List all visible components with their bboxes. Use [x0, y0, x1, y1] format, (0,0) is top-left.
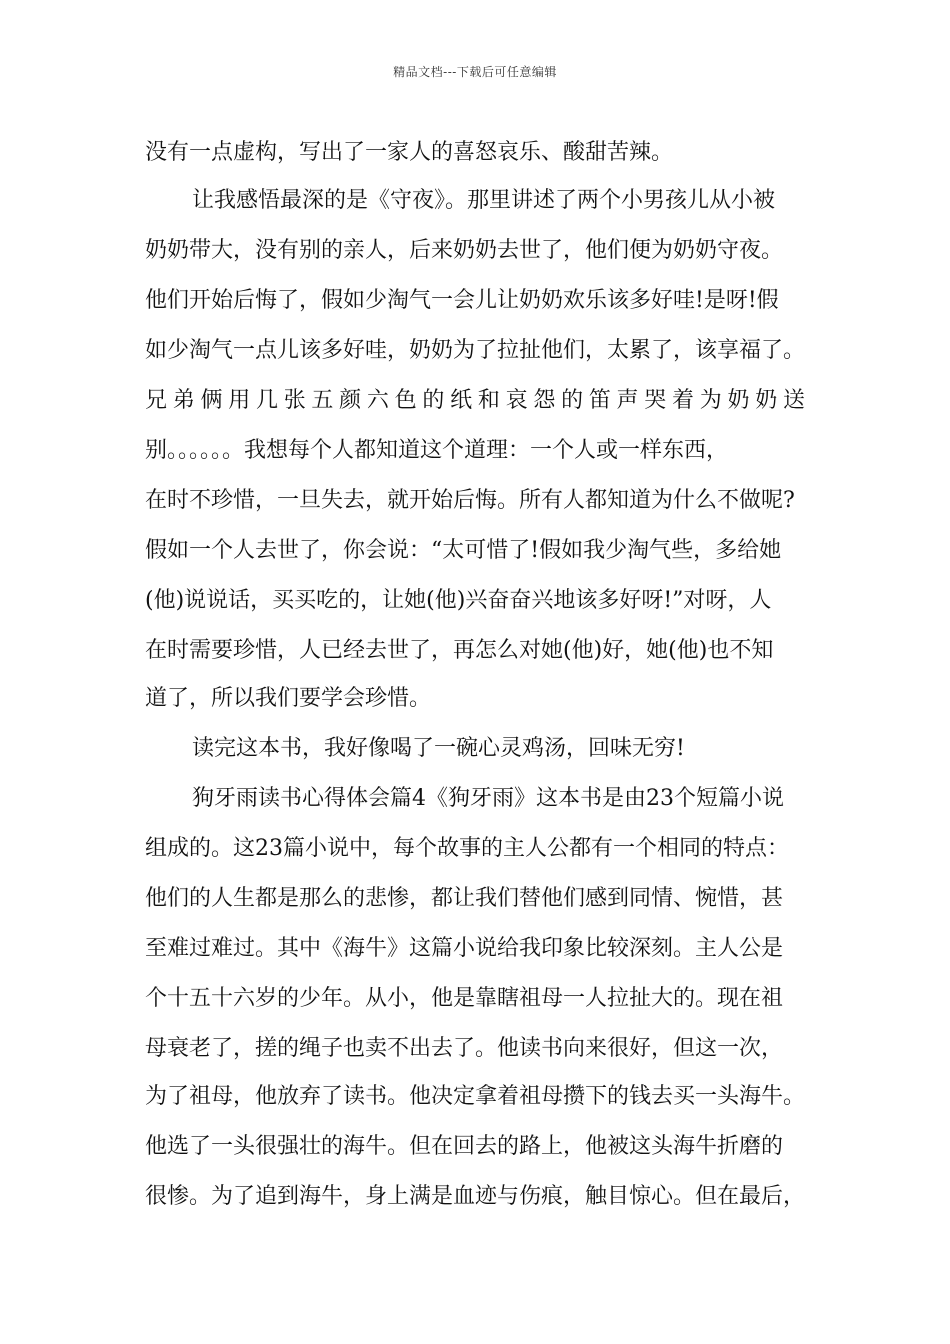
text-line: 假如一个人去世了，你会说：“太可惜了!假如我少淘气些，多给她 [145, 538, 782, 563]
text-line: 在时不珍惜，一旦失去，就开始后悔。所有人都知道为什么不做呢? [145, 488, 795, 513]
text-line: 在时需要珍惜，人已经去世了，再怎么对她(他)好，她(他)也不知 [145, 638, 774, 663]
text-line: 至难过难过。其中《海牛》这篇小说给我印象比较深刻。主人公是 [145, 936, 784, 961]
text-line: 个十五十六岁的少年。从小，他是靠瞎祖母一人拉扯大的。现在祖 [145, 986, 784, 1011]
text-line: 他们开始后悔了，假如少淘气一会儿让奶奶欢乐该多好哇!是呀!假 [145, 288, 779, 313]
page-header: 精品文档---下载后可任意编辑 [393, 65, 557, 79]
text-line: 母衰老了，搓的绳子也卖不出去了。他读书向来很好，但这一次， [145, 1036, 784, 1061]
text-line: 让我感悟最深的是《守夜》。那里讲述了两个小男孩儿从小被 [192, 188, 776, 213]
text-line: 兄弟俩用几张五颜六色的纸和哀怨的笛声哭着为奶奶送 [145, 388, 805, 413]
text-line: 读完这本书，我好像喝了一碗心灵鸡汤，回味无穷! [192, 736, 685, 761]
text-line: 为了祖母，他放弃了读书。他决定拿着祖母攒下的钱去买一头海牛。 [145, 1084, 806, 1109]
text-line: 组成的。这23篇小说中，每个故事的主人公都有一个相同的特点： [145, 836, 789, 861]
text-line: 没有一点虚构，写出了一家人的喜怒哀乐、酸甜苦辣。 [145, 140, 674, 165]
text-line: 他选了一头很强壮的海牛。但在回去的路上，他被这头海牛折磨的 [145, 1134, 784, 1159]
text-line: 别。。。。。。我想每个人都知道这个道理：一个人或一样东西， [145, 438, 729, 463]
text-line: 他们的人生都是那么的悲惨，都让我们替他们感到同情、惋惜，甚 [145, 886, 784, 911]
text-line: 奶奶带大，没有别的亲人，后来奶奶去世了，他们便为奶奶守夜。 [145, 238, 784, 263]
text-line: 道了，所以我们要学会珍惜。 [145, 686, 432, 711]
text-line: (他)说说话，买买吃的，让她(他)兴奋奋兴地该多好呀!”对呀，人 [145, 588, 772, 613]
text-line: 很惨。为了追到海牛，身上满是血迹与伤痕，触目惊心。但在最后， [145, 1184, 806, 1209]
text-line: 如少淘气一点儿该多好哇，奶奶为了拉扯他们，太累了，该享福了。 [145, 338, 806, 363]
text-line: 狗牙雨读书心得体会篇4《狗牙雨》这本书是由23个短篇小说 [192, 786, 784, 811]
